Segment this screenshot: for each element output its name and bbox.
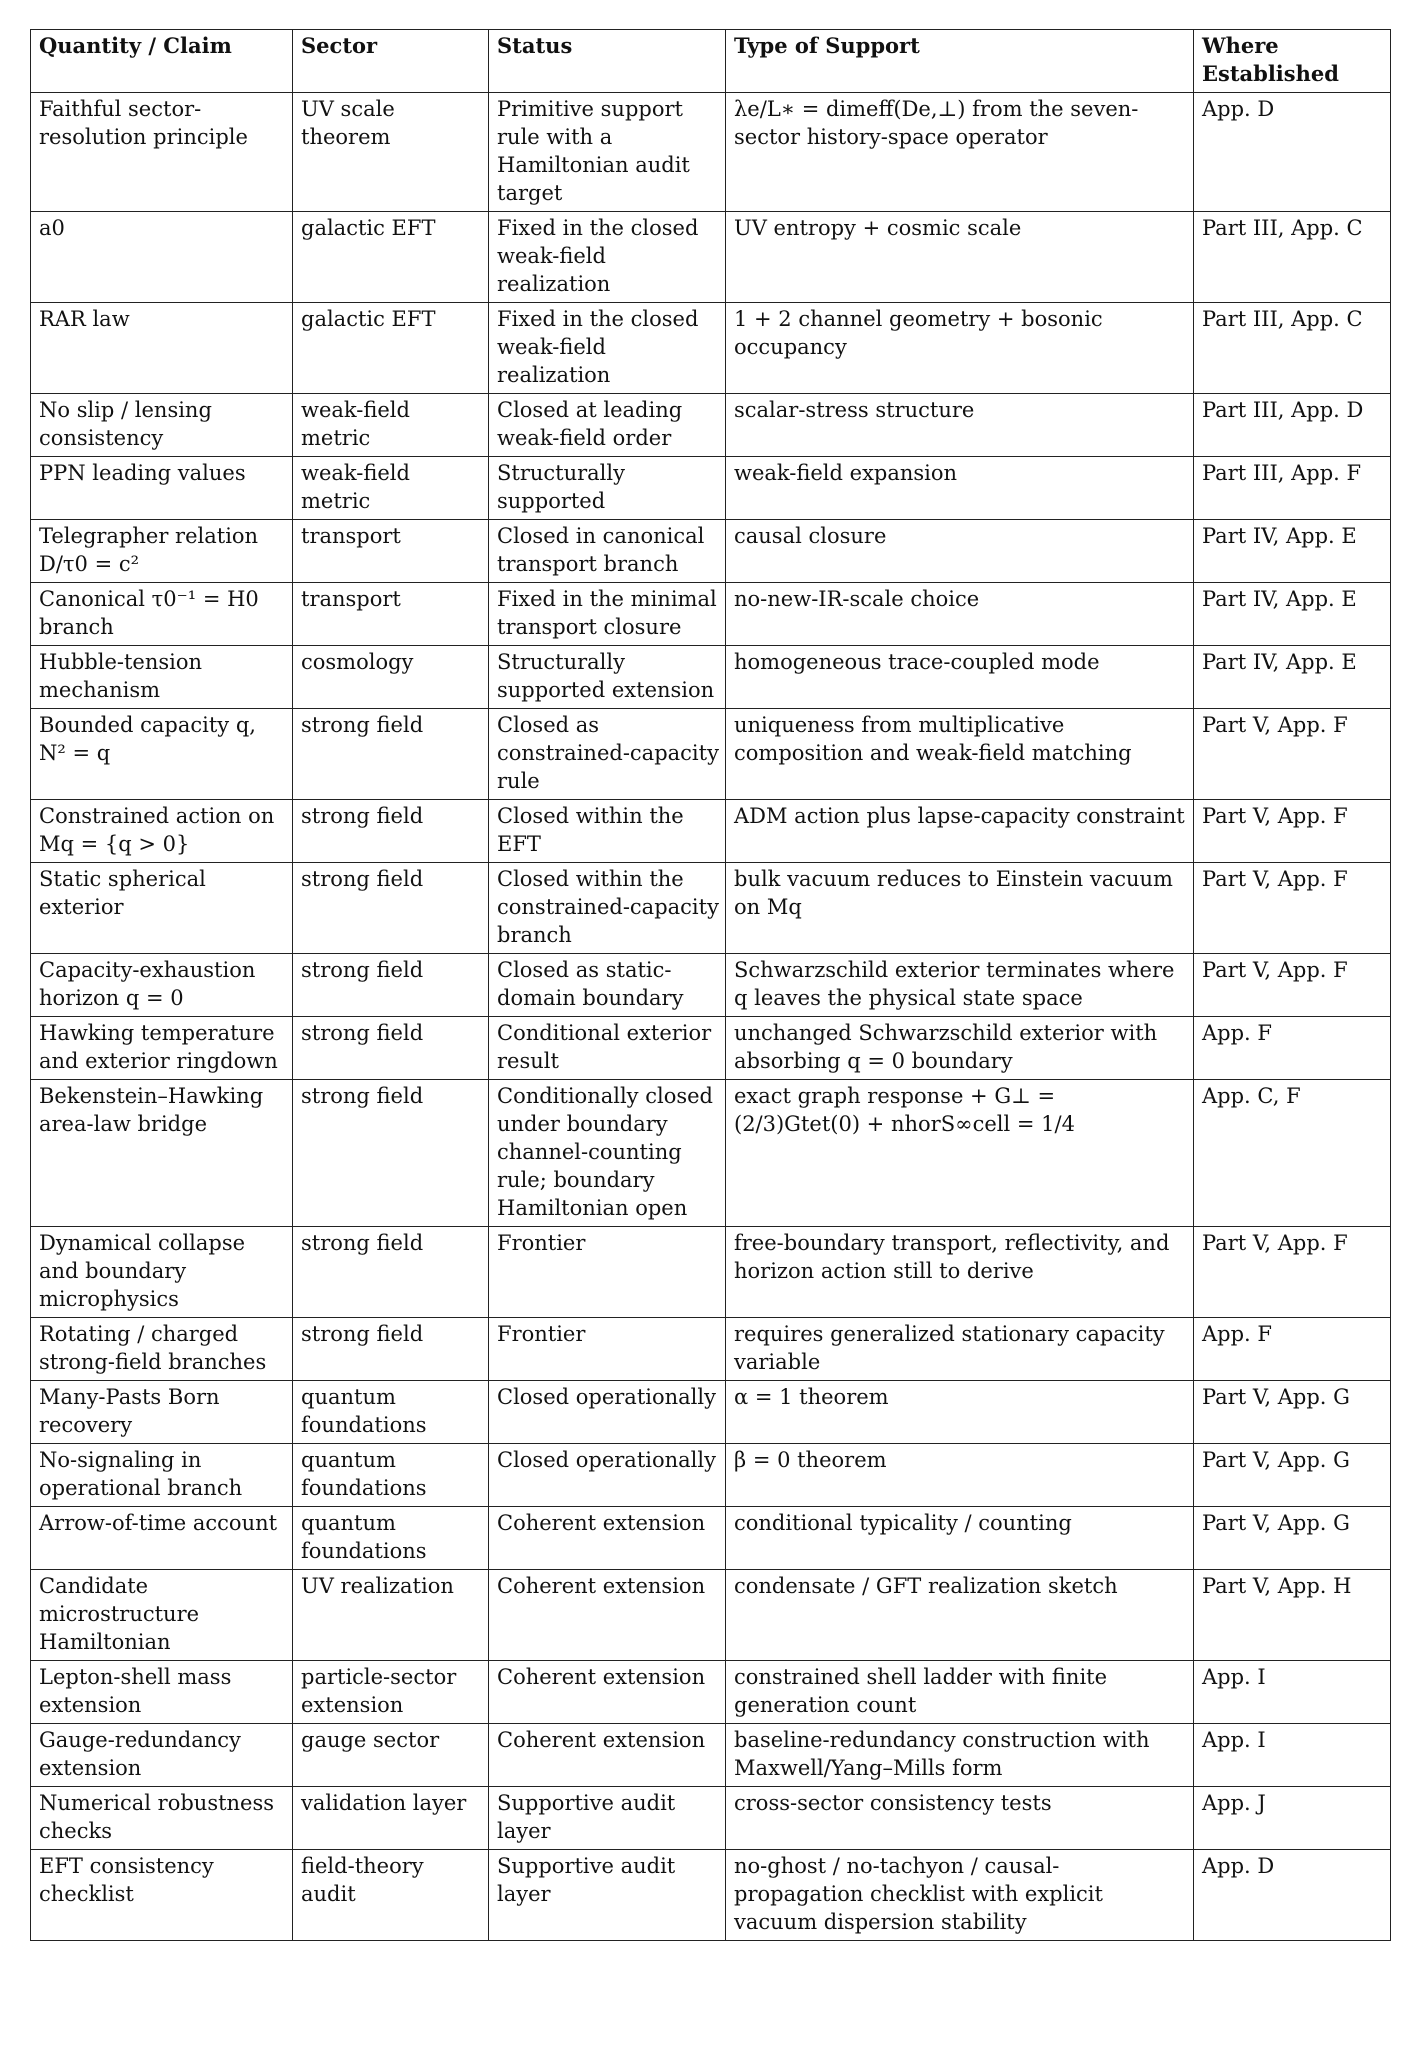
cell-where: Part V, App. F: [1194, 709, 1391, 800]
cell-status: Coherent extension: [489, 1661, 726, 1724]
cell-quantity: Dynamical collapse and boundary microphysics: [31, 1227, 293, 1318]
cell-support: bulk vacuum reduces to Einstein vacuum on Mq: [726, 863, 1194, 954]
cell-quantity: Numerical robustness checks: [31, 1787, 293, 1850]
cell-support: requires generalized stationary capacity variable: [726, 1318, 1194, 1381]
cell-sector: strong field: [293, 1227, 489, 1318]
table-row: [31, 1080, 1391, 1227]
cell-support: uniqueness from multiplicative composition and weak-field matching: [726, 709, 1194, 800]
table-row: [31, 709, 1391, 800]
cell-status: Conditionally closed under boundary channel-counting rule; boundary Hamiltonian open: [489, 1080, 726, 1227]
cell-where: Part V, App. F: [1194, 954, 1391, 1017]
cell-where: Part IV, App. E: [1194, 520, 1391, 583]
cell-sector: strong field: [293, 1080, 489, 1227]
cell-status: Primitive support rule with a Hamiltonian audit target: [489, 93, 726, 212]
cell-where: App. D: [1194, 93, 1391, 212]
cell-quantity: Gauge-redundancy extension: [31, 1724, 293, 1787]
cell-quantity: a0: [31, 212, 293, 303]
cell-sector: transport: [293, 520, 489, 583]
cell-quantity: Bekenstein–Hawking area-law bridge: [31, 1080, 293, 1227]
table-body: [31, 93, 1391, 1941]
cell-support: conditional typicality / counting: [726, 1507, 1194, 1570]
cell-where: Part V, App. F: [1194, 1227, 1391, 1318]
cell-status: Structurally supported extension: [489, 646, 726, 709]
table-row: [31, 1850, 1391, 1941]
table-row: [31, 800, 1391, 863]
cell-support: free-boundary transport, reflectivity, and horizon action still to derive: [726, 1227, 1194, 1318]
cell-status: Coherent extension: [489, 1507, 726, 1570]
cell-support: 1 + 2 channel geometry + bosonic occupancy: [726, 303, 1194, 394]
table-row: [31, 1444, 1391, 1507]
cell-quantity: Constrained action on Mq = {q > 0}: [31, 800, 293, 863]
cell-status: Closed within the EFT: [489, 800, 726, 863]
cell-support: weak-field expansion: [726, 457, 1194, 520]
cell-where: Part V, App. G: [1194, 1444, 1391, 1507]
cell-quantity: No slip / lensing consistency: [31, 394, 293, 457]
table-row: [31, 394, 1391, 457]
cell-status: Fixed in the closed weak-field realization: [489, 212, 726, 303]
cell-sector: UV realization: [293, 1570, 489, 1661]
cell-quantity: EFT consistency checklist: [31, 1850, 293, 1941]
cell-where: App. F: [1194, 1017, 1391, 1080]
cell-where: App. C, F: [1194, 1080, 1391, 1227]
cell-sector: cosmology: [293, 646, 489, 709]
cell-status: Supportive audit layer: [489, 1787, 726, 1850]
table-row: [31, 303, 1391, 394]
cell-support: constrained shell ladder with finite generation count: [726, 1661, 1194, 1724]
cell-quantity: Hawking temperature and exterior ringdown: [31, 1017, 293, 1080]
cell-status: Closed as constrained-capacity rule: [489, 709, 726, 800]
cell-quantity: Arrow-of-time account: [31, 1507, 293, 1570]
cell-where: Part V, App. F: [1194, 863, 1391, 954]
cell-status: Structurally supported: [489, 457, 726, 520]
table-row: [31, 212, 1391, 303]
cell-support: unchanged Schwarzschild exterior with absorbing q = 0 boundary: [726, 1017, 1194, 1080]
cell-quantity: Telegrapher relation D/τ0 = c²: [31, 520, 293, 583]
cell-status: Coherent extension: [489, 1570, 726, 1661]
cell-support: ADM action plus lapse-capacity constraint: [726, 800, 1194, 863]
cell-status: Supportive audit layer: [489, 1850, 726, 1941]
table-row: [31, 1787, 1391, 1850]
table-row: [31, 1381, 1391, 1444]
cell-sector: particle-sector extension: [293, 1661, 489, 1724]
cell-where: App. F: [1194, 1318, 1391, 1381]
cell-sector: transport: [293, 583, 489, 646]
cell-support: baseline-redundancy construction with Maxwell/Yang–Mills form: [726, 1724, 1194, 1787]
cell-quantity: Rotating / charged strong-field branches: [31, 1318, 293, 1381]
cell-sector: quantum foundations: [293, 1381, 489, 1444]
cell-support: homogeneous trace-coupled mode: [726, 646, 1194, 709]
cell-support: α = 1 theorem: [726, 1381, 1194, 1444]
table-row: [31, 646, 1391, 709]
cell-where: Part V, App. H: [1194, 1570, 1391, 1661]
cell-quantity: Many-Pasts Born recovery: [31, 1381, 293, 1444]
table-row: [31, 1661, 1391, 1724]
cell-quantity: No-signaling in operational branch: [31, 1444, 293, 1507]
cell-status: Coherent extension: [489, 1724, 726, 1787]
cell-where: Part III, App. F: [1194, 457, 1391, 520]
cell-status: Frontier: [489, 1318, 726, 1381]
table-row: [31, 954, 1391, 1017]
cell-sector: quantum foundations: [293, 1507, 489, 1570]
cell-sector: quantum foundations: [293, 1444, 489, 1507]
cell-sector: gauge sector: [293, 1724, 489, 1787]
cell-where: App. D: [1194, 1850, 1391, 1941]
cell-status: Closed in canonical transport branch: [489, 520, 726, 583]
cell-sector: strong field: [293, 1318, 489, 1381]
cell-where: Part V, App. F: [1194, 800, 1391, 863]
cell-quantity: Static spherical exterior: [31, 863, 293, 954]
cell-support: no-ghost / no-tachyon / causal-propagation checklist with explicit vacuum dispersion stability: [726, 1850, 1194, 1941]
cell-where: Part III, App. C: [1194, 303, 1391, 394]
cell-status: Conditional exterior result: [489, 1017, 726, 1080]
table-row: [31, 1507, 1391, 1570]
table-row: [31, 93, 1391, 212]
table-row: [31, 863, 1391, 954]
cell-support: causal closure: [726, 520, 1194, 583]
header-where: Where Established: [1194, 30, 1391, 93]
cell-status: Fixed in the minimal transport closure: [489, 583, 726, 646]
cell-quantity: Hubble-tension mechanism: [31, 646, 293, 709]
cell-sector: weak-field metric: [293, 394, 489, 457]
cell-support: λe/L∗ = dimeff(De,⊥) from the seven-sector history-space operator: [726, 93, 1194, 212]
cell-quantity: Bounded capacity q, N² = q: [31, 709, 293, 800]
cell-sector: weak-field metric: [293, 457, 489, 520]
cell-quantity: Canonical τ0⁻¹ = H0 branch: [31, 583, 293, 646]
cell-sector: strong field: [293, 1017, 489, 1080]
cell-quantity: PPN leading values: [31, 457, 293, 520]
header-quantity: Quantity / Claim: [31, 30, 293, 93]
table-row: [31, 457, 1391, 520]
cell-support: UV entropy + cosmic scale: [726, 212, 1194, 303]
cell-status: Closed at leading weak-field order: [489, 394, 726, 457]
table-row: [31, 1017, 1391, 1080]
cell-support: β = 0 theorem: [726, 1444, 1194, 1507]
cell-where: Part V, App. G: [1194, 1507, 1391, 1570]
cell-where: App. J: [1194, 1787, 1391, 1850]
table-row: [31, 1570, 1391, 1661]
cell-quantity: Faithful sector-resolution principle: [31, 93, 293, 212]
cell-where: Part III, App. D: [1194, 394, 1391, 457]
table-row: [31, 583, 1391, 646]
cell-support: cross-sector consistency tests: [726, 1787, 1194, 1850]
cell-support: no-new-IR-scale choice: [726, 583, 1194, 646]
cell-quantity: RAR law: [31, 303, 293, 394]
cell-sector: strong field: [293, 800, 489, 863]
cell-sector: galactic EFT: [293, 212, 489, 303]
cell-where: Part IV, App. E: [1194, 583, 1391, 646]
cell-status: Fixed in the closed weak-field realization: [489, 303, 726, 394]
cell-support: Schwarzschild exterior terminates where q leaves the physical state space: [726, 954, 1194, 1017]
cell-status: Closed as static-domain boundary: [489, 954, 726, 1017]
header-support: Type of Support: [726, 30, 1194, 93]
cell-support: scalar-stress structure: [726, 394, 1194, 457]
header-sector: Sector: [293, 30, 489, 93]
cell-sector: UV scale theorem: [293, 93, 489, 212]
cell-where: Part IV, App. E: [1194, 646, 1391, 709]
cell-where: Part V, App. G: [1194, 1381, 1391, 1444]
table-row: [31, 1227, 1391, 1318]
cell-status: Frontier: [489, 1227, 726, 1318]
cell-where: App. I: [1194, 1661, 1391, 1724]
support-table: [30, 29, 1391, 1941]
cell-quantity: Capacity-exhaustion horizon q = 0: [31, 954, 293, 1017]
cell-sector: validation layer: [293, 1787, 489, 1850]
table-row: [31, 1318, 1391, 1381]
cell-sector: field-theory audit: [293, 1850, 489, 1941]
cell-support: exact graph response + G⊥ = (2/3)Gtet(0) + nhorS∞cell = 1/4: [726, 1080, 1194, 1227]
cell-sector: strong field: [293, 954, 489, 1017]
cell-where: App. I: [1194, 1724, 1391, 1787]
header-row: [31, 30, 1391, 93]
cell-quantity: Candidate microstructure Hamiltonian: [31, 1570, 293, 1661]
table-row: [31, 1724, 1391, 1787]
table-row: [31, 520, 1391, 583]
cell-status: Closed within the constrained-capacity branch: [489, 863, 726, 954]
cell-status: Closed operationally: [489, 1381, 726, 1444]
cell-sector: galactic EFT: [293, 303, 489, 394]
cell-sector: strong field: [293, 863, 489, 954]
cell-sector: strong field: [293, 709, 489, 800]
header-status: Status: [489, 30, 726, 93]
cell-support: condensate / GFT realization sketch: [726, 1570, 1194, 1661]
cell-where: Part III, App. C: [1194, 212, 1391, 303]
cell-quantity: Lepton-shell mass extension: [31, 1661, 293, 1724]
cell-status: Closed operationally: [489, 1444, 726, 1507]
